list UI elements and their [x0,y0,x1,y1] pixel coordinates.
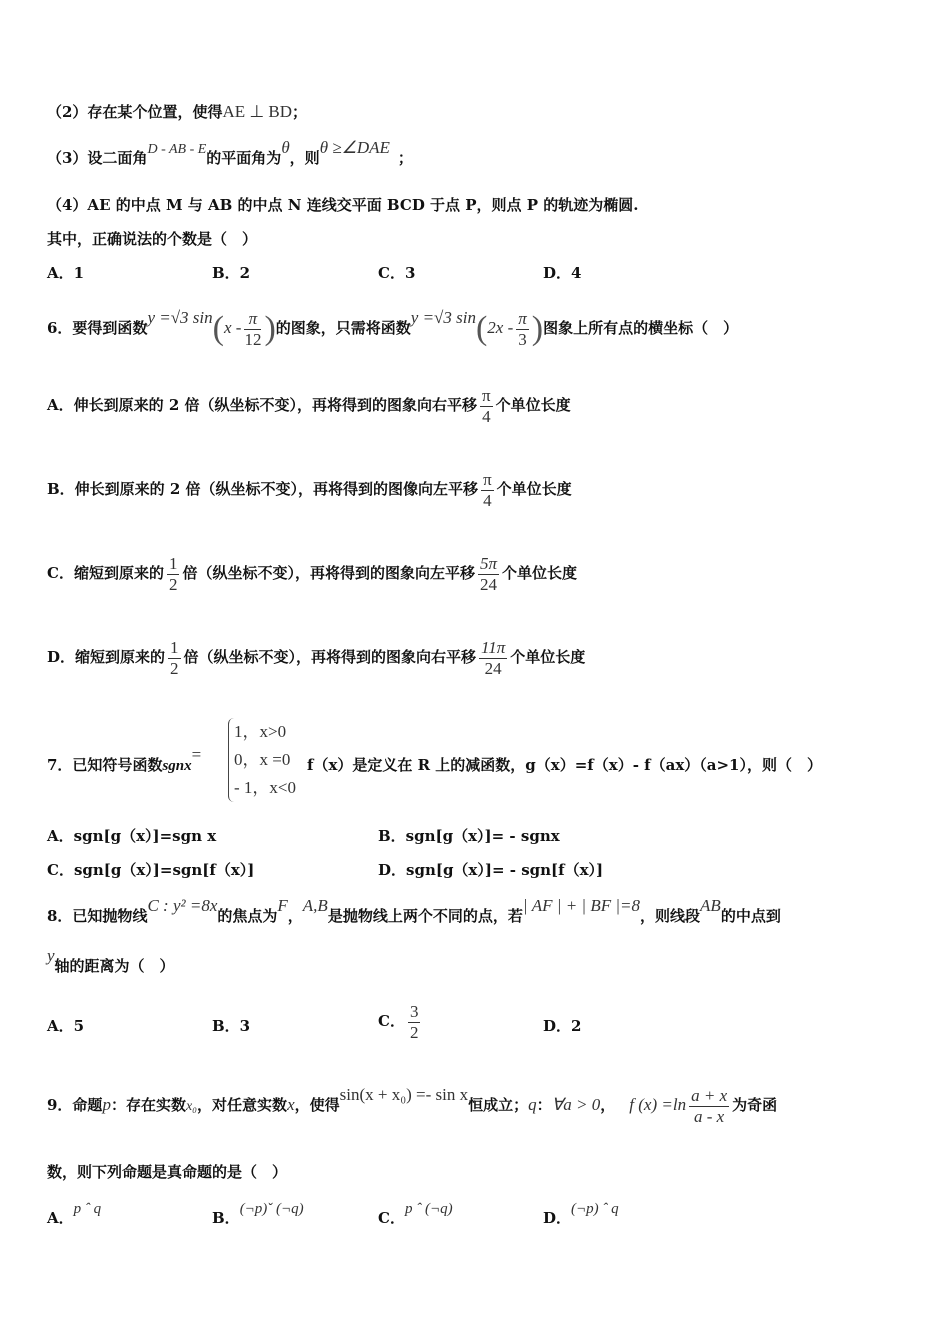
q7-rest: f（x）是定义在 R 上的减函数，g（x）=f（x）- f（ax）（a>1），则（ ） [307,756,822,774]
q6-option-c [47,552,577,595]
numerator: 3 [409,1001,419,1021]
text: C． [378,1012,405,1030]
fraction [244,309,261,350]
text: 倍（纵坐标不变），再将得到的图象向左平移 [182,564,475,582]
q7-option-b: B．sgn[g（x）]= - sgnx [378,827,560,845]
math: | AF | + | BF |=8 [522,896,641,915]
denominator: a - x [694,1106,725,1126]
fraction [479,638,507,679]
math: F [277,896,288,915]
math: θ ≥∠DAE [319,138,390,157]
math: y =√3 sin [147,308,213,327]
text: ，使得 [294,1096,340,1114]
q5-option-b: B．2 [212,264,251,282]
numerator: 11π [481,637,506,657]
text: 为奇函 [732,1096,778,1114]
q5-question: 其中，正确说法的个数是（ ） [47,230,258,248]
numerator: π [482,385,491,405]
math: C : y² =8x [147,896,218,915]
fraction [480,386,493,427]
q7-prefix [47,745,202,776]
q5-option-c: C．3 [378,264,416,282]
math: (¬p) ˆ q [571,1201,619,1217]
text: 6．要得到函数 [47,319,148,337]
math: 2x - [487,318,514,337]
text: ； [292,103,308,121]
fraction [516,309,529,350]
numerator: 5π [479,553,497,573]
text: 个单位长度 [502,564,578,582]
text: 恒成立； [468,1096,529,1114]
text: ：存在实数 [110,1096,186,1114]
sign-function-cases [228,718,296,802]
denominator: 12 [244,329,262,349]
text: C．缩短到原来的 [47,564,164,582]
denominator: 4 [483,490,492,510]
label: D． [543,1209,572,1227]
text: 的焦点为 [217,907,278,925]
case: 0，x =0 [234,750,291,769]
math: (¬p)ˇ (¬q) [239,1201,304,1217]
math: p ˆ (¬q) [404,1201,453,1217]
q8-question-cont [47,946,175,976]
numerator: π [244,309,261,330]
math: y =√3 sin [410,308,476,327]
denominator: 2 [409,1022,419,1042]
text: 倍（纵坐标不变），再将得到的图象向右平移 [183,648,477,666]
math: y [47,946,55,965]
q9-question [47,1080,777,1132]
text: ， [600,1096,616,1114]
q9-question-cont: 数，则下列命题是真命题的是（ ） [47,1163,288,1181]
q6-option-b [47,468,572,511]
q5-option-d: D．4 [543,264,582,282]
text: 个单位长度 [510,648,586,666]
label: C． [378,1209,405,1227]
q9-option-c [378,1201,453,1229]
text: ， [287,907,303,925]
paren: ) [264,310,276,347]
q8-option-b: B．3 [212,1017,251,1035]
text: 8．已知抛物线 [47,907,148,925]
case: - 1，x<0 [234,778,296,797]
q5-statement-4: （4）AE 的中点 M 与 AB 的中点 N 连线交平面 BCD 于点 P，则点 P 的轨迹为椭圆. [47,196,639,214]
math: p ˆ q [73,1201,102,1217]
math: AB [700,896,721,915]
q5-statement-3 [47,138,413,170]
math: x₀ [185,1099,198,1114]
math: sgnx [162,758,192,774]
q6-option-d [47,636,585,679]
q6-question [47,303,738,354]
q8-option-d: D．2 [543,1017,582,1035]
math: q [528,1095,537,1114]
text: 9．命题 [47,1096,103,1114]
numerator: 1 [168,553,178,573]
math: x - [223,318,242,337]
math: ∀a > 0 [551,1095,601,1114]
math: f (x) =ln [629,1095,687,1114]
text: ，则 [289,149,320,167]
label: A． [47,1209,74,1227]
text: ； [397,149,413,167]
text: B．伸长到原来的 2 倍（纵坐标不变），再将得到的图像向左平移 [47,480,479,498]
text: 的中点到 [720,907,781,925]
text: 个单位长度 [496,480,572,498]
math: AE ⊥ BD [222,102,293,121]
q8-option-a: A．5 [47,1017,85,1035]
denominator: 24 [484,658,502,678]
math: sin(x + x₀) =- sin x [339,1085,469,1104]
fraction [168,638,181,679]
q7-option-d: D．sgn[g（x）]= - sgn[f（x）] [378,861,604,879]
fraction [481,470,494,511]
fraction [689,1086,729,1127]
text: （2）存在某个位置，使得 [47,103,223,121]
numerator: a + x [691,1085,728,1105]
q8-option-c [378,1000,423,1043]
math: θ [281,138,290,157]
numerator: π [483,469,492,489]
math: A,B [302,896,328,915]
text: 的图象，只需将函数 [275,319,411,337]
numerator: π [518,308,527,328]
text: ，对任意实数 [197,1096,288,1114]
denominator: 4 [482,406,491,426]
numerator: 1 [170,637,179,657]
math: x [287,1095,295,1114]
q5-statement-2 [47,102,307,122]
denominator: 2 [170,658,179,678]
text: 图象上所有点的横坐标（ ） [543,319,739,337]
label: B． [212,1209,240,1227]
q8-question [47,896,781,926]
q6-option-a [47,384,571,427]
paren: ( [475,310,488,347]
text: 个单位长度 [495,396,571,414]
text: D．缩短到原来的 [47,648,166,666]
text: A．伸长到原来的 2 倍（纵坐标不变），再将得到的图象向右平移 [47,396,478,414]
text: ，则线段 [640,907,701,925]
text: 的平面角为 [206,149,282,167]
text: （3）设二面角 [47,149,148,167]
math: p [102,1095,111,1114]
q9-option-b [212,1201,304,1229]
q9-option-a [47,1201,102,1229]
fraction [408,1002,421,1043]
fraction [478,554,499,595]
text: 7．已知符号函数 [47,756,163,774]
q5-option-a: A．1 [47,264,85,282]
math: = [191,745,202,764]
fraction [167,554,180,595]
q9-option-d [543,1201,619,1229]
text: 轴的距离为（ ） [54,957,175,975]
case: 1，x>0 [234,722,287,741]
text: ： [536,1096,552,1114]
paren: ) [531,310,544,347]
q7-option-c: C．sgn[g（x）]=sgn[f（x）] [47,861,255,879]
text: 是抛物线上两个不同的点，若 [327,907,523,925]
q7-option-a: A．sgn[g（x）]=sgn x [47,827,217,845]
denominator: 24 [479,574,497,594]
math: D - AB - E [147,142,207,157]
denominator: 3 [518,329,527,349]
denominator: 2 [168,574,178,594]
paren: ( [212,310,224,347]
